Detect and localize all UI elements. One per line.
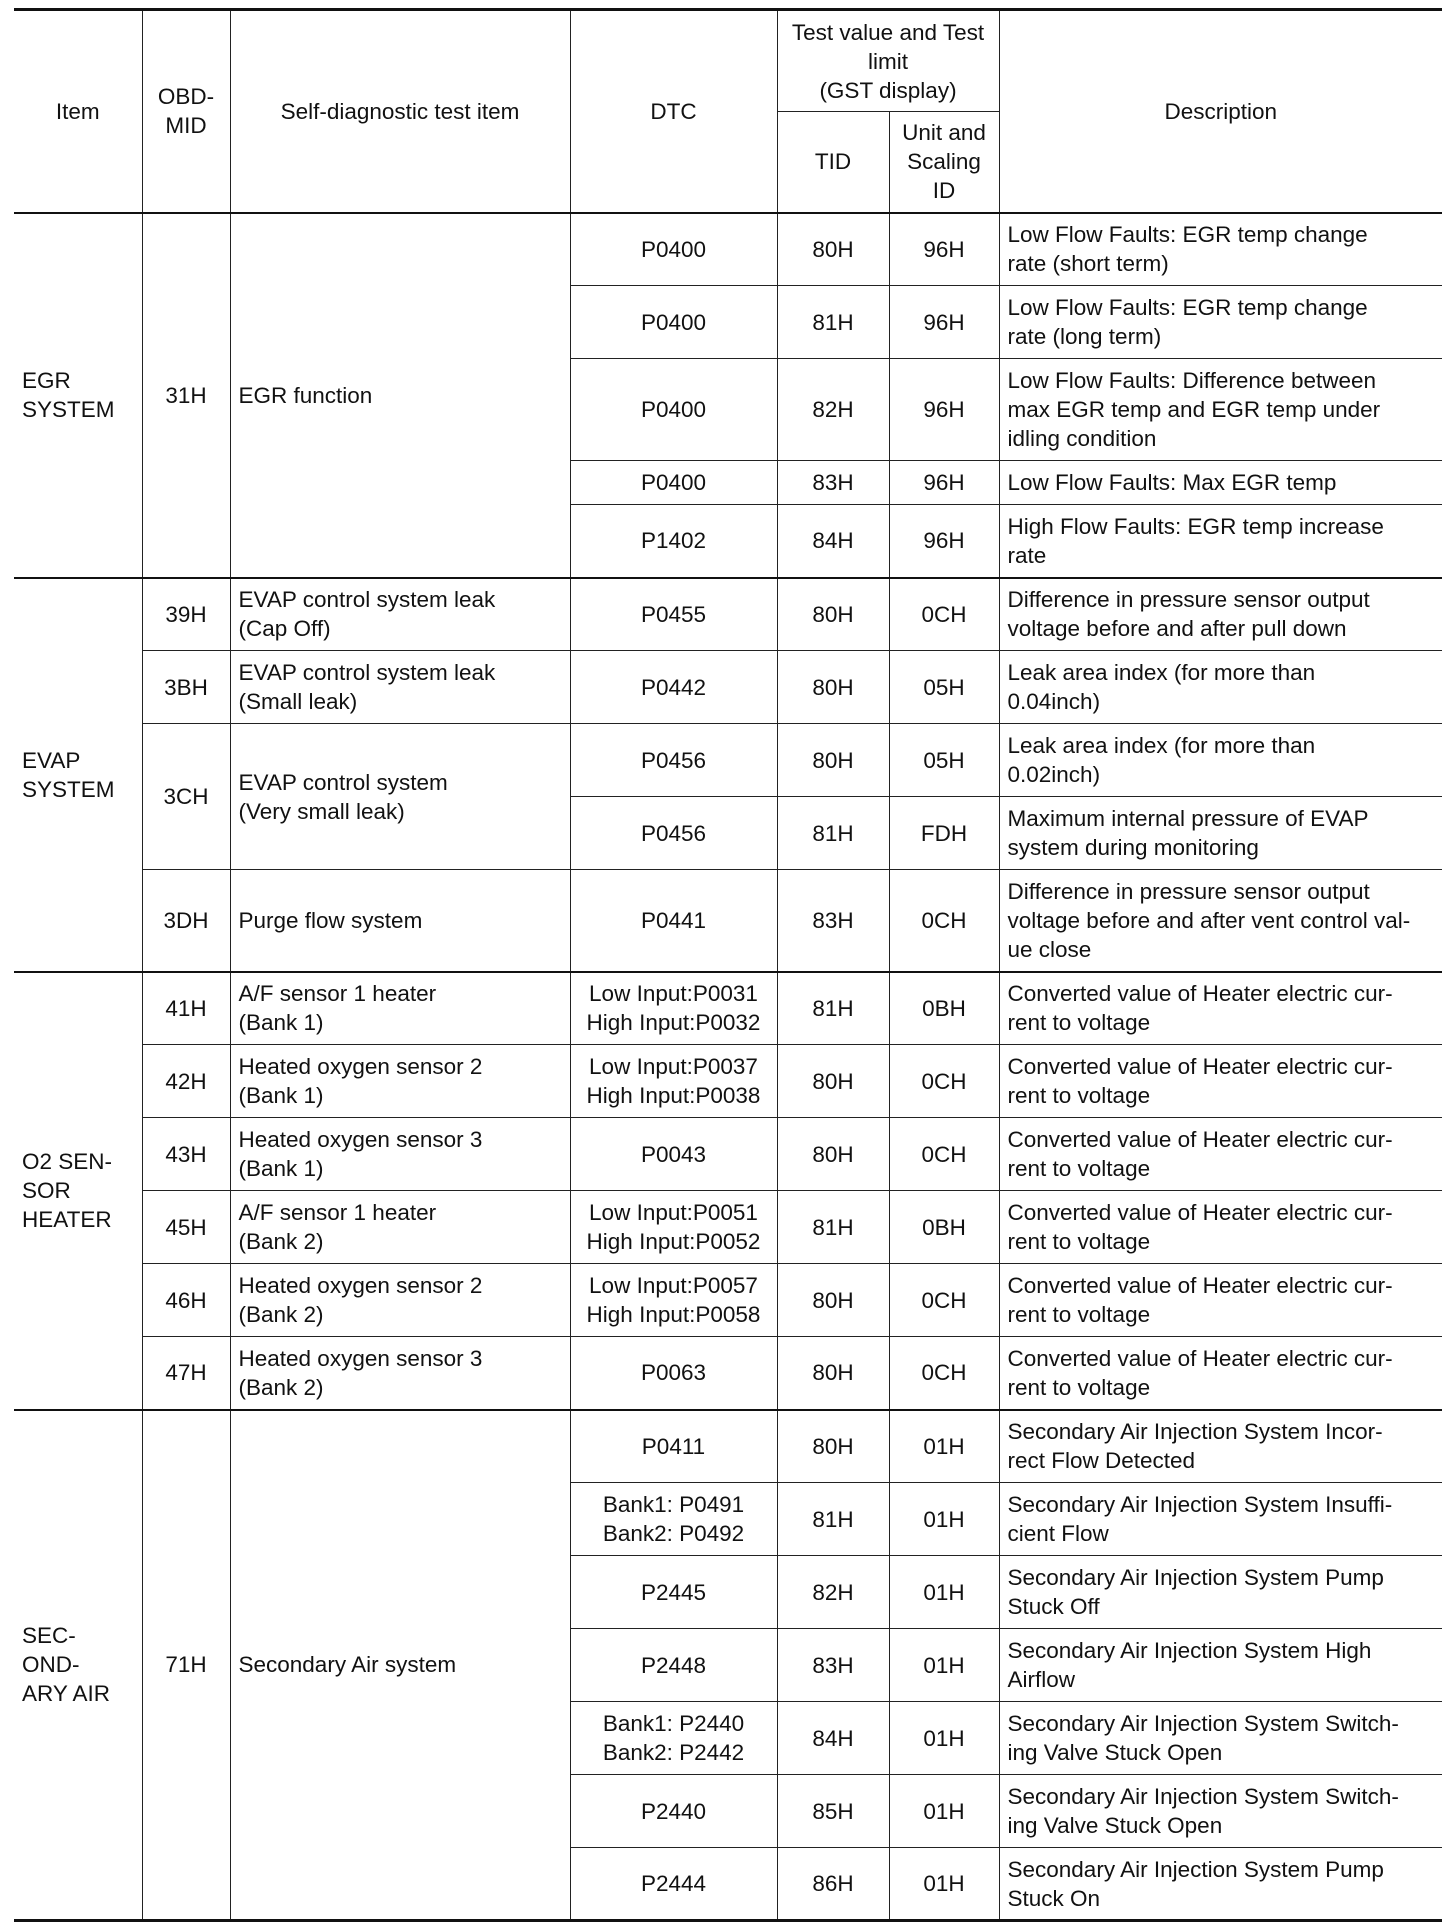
- test-item-cell: A/F sensor 1 heater (Bank 1): [230, 972, 570, 1045]
- tid-cell: 80H: [777, 213, 889, 286]
- dtc-cell: P1402: [570, 505, 777, 578]
- test-item-cell: EVAP control system (Very small leak): [230, 724, 570, 870]
- dtc-cell: P2445: [570, 1556, 777, 1629]
- item-cell: SEC- OND- ARY AIR: [14, 1410, 142, 1921]
- obd-mid-cell: 45H: [142, 1191, 230, 1264]
- tid-cell: 82H: [777, 359, 889, 461]
- dtc-cell: P0400: [570, 359, 777, 461]
- header-unit-scaling-id: Unit and Scaling ID: [889, 112, 999, 213]
- description-cell: Converted value of Heater electric cur- rent to voltage: [999, 1118, 1442, 1191]
- header-obd-mid: OBD- MID: [142, 10, 230, 213]
- obd-mid-cell: 43H: [142, 1118, 230, 1191]
- test-item-cell: Heated oxygen sensor 3 (Bank 1): [230, 1118, 570, 1191]
- obd-mid-cell: 42H: [142, 1045, 230, 1118]
- unit-cell: 01H: [889, 1629, 999, 1702]
- description-cell: Converted value of Heater electric cur- rent to voltage: [999, 1191, 1442, 1264]
- item-cell: O2 SEN- SOR HEATER: [14, 972, 142, 1410]
- unit-cell: 0CH: [889, 1045, 999, 1118]
- test-item-cell: EGR function: [230, 213, 570, 578]
- test-item-cell: Heated oxygen sensor 3 (Bank 2): [230, 1337, 570, 1410]
- description-cell: Low Flow Faults: EGR temp change rate (long term): [999, 286, 1442, 359]
- description-cell: Converted value of Heater electric cur- rent to voltage: [999, 1337, 1442, 1410]
- dtc-cell: P0455: [570, 578, 777, 651]
- tid-cell: 83H: [777, 461, 889, 505]
- tid-cell: 80H: [777, 651, 889, 724]
- obd-mid-cell: 41H: [142, 972, 230, 1045]
- description-cell: Secondary Air Injection System Pump Stuck Off: [999, 1556, 1442, 1629]
- unit-cell: 96H: [889, 213, 999, 286]
- unit-cell: 96H: [889, 286, 999, 359]
- dtc-cell: P0456: [570, 724, 777, 797]
- test-item-cell: EVAP control system leak (Small leak): [230, 651, 570, 724]
- description-cell: Converted value of Heater electric cur- rent to voltage: [999, 1045, 1442, 1118]
- tid-cell: 80H: [777, 1045, 889, 1118]
- unit-cell: 05H: [889, 651, 999, 724]
- dtc-cell: P0411: [570, 1410, 777, 1483]
- dtc-cell: P2448: [570, 1629, 777, 1702]
- description-cell: Maximum internal pressure of EVAP system during monitoring: [999, 797, 1442, 870]
- description-cell: Secondary Air Injection System Insuffi- cient Flow: [999, 1483, 1442, 1556]
- tid-cell: 80H: [777, 578, 889, 651]
- header-test-item: Self-diagnostic test item: [230, 10, 570, 213]
- obd-mid-cell: 46H: [142, 1264, 230, 1337]
- obd-mid-cell: 71H: [142, 1410, 230, 1921]
- tid-cell: 84H: [777, 505, 889, 578]
- unit-cell: 96H: [889, 505, 999, 578]
- dtc-cell: Low Input:P0031 High Input:P0032: [570, 972, 777, 1045]
- dtc-cell: P2444: [570, 1848, 777, 1921]
- self-diagnostic-table: [14, 8, 1442, 1922]
- tid-cell: 81H: [777, 797, 889, 870]
- dtc-cell: P0043: [570, 1118, 777, 1191]
- tid-cell: 81H: [777, 972, 889, 1045]
- description-cell: Secondary Air Injection System Incor- rect Flow Detected: [999, 1410, 1442, 1483]
- dtc-cell: P0063: [570, 1337, 777, 1410]
- tid-cell: 84H: [777, 1702, 889, 1775]
- dtc-cell: P2440: [570, 1775, 777, 1848]
- description-cell: Difference in pressure sensor output voltage before and after pull down: [999, 578, 1442, 651]
- tid-cell: 82H: [777, 1556, 889, 1629]
- dtc-cell: Bank1: P2440 Bank2: P2442: [570, 1702, 777, 1775]
- unit-cell: 0CH: [889, 1337, 999, 1410]
- unit-cell: 01H: [889, 1775, 999, 1848]
- description-cell: Low Flow Faults: EGR temp change rate (short term): [999, 213, 1442, 286]
- tid-cell: 85H: [777, 1775, 889, 1848]
- test-item-cell: Purge flow system: [230, 870, 570, 972]
- dtc-cell: P0441: [570, 870, 777, 972]
- description-cell: Converted value of Heater electric cur- rent to voltage: [999, 972, 1442, 1045]
- unit-cell: 0CH: [889, 578, 999, 651]
- tid-cell: 80H: [777, 1410, 889, 1483]
- description-cell: Low Flow Faults: Max EGR temp: [999, 461, 1442, 505]
- test-item-cell: Heated oxygen sensor 2 (Bank 2): [230, 1264, 570, 1337]
- header-item: Item: [14, 10, 142, 213]
- dtc-cell: Low Input:P0057 High Input:P0058: [570, 1264, 777, 1337]
- description-cell: Secondary Air Injection System Switch- ing Valve Stuck Open: [999, 1702, 1442, 1775]
- obd-mid-cell: 47H: [142, 1337, 230, 1410]
- dtc-cell: P0442: [570, 651, 777, 724]
- description-cell: Converted value of Heater electric cur- rent to voltage: [999, 1264, 1442, 1337]
- unit-cell: 0CH: [889, 870, 999, 972]
- description-cell: Difference in pressure sensor output voltage before and after vent control val- ue close: [999, 870, 1442, 972]
- header-test-value-group: Test value and Test limit (GST display): [777, 10, 999, 112]
- tid-cell: 81H: [777, 286, 889, 359]
- unit-cell: FDH: [889, 797, 999, 870]
- unit-cell: 0BH: [889, 1191, 999, 1264]
- tid-cell: 81H: [777, 1483, 889, 1556]
- header-tid: TID: [777, 112, 889, 213]
- dtc-cell: Bank1: P0491 Bank2: P0492: [570, 1483, 777, 1556]
- unit-cell: 0CH: [889, 1264, 999, 1337]
- obd-mid-cell: 3BH: [142, 651, 230, 724]
- unit-cell: 0BH: [889, 972, 999, 1045]
- dtc-cell: P0400: [570, 213, 777, 286]
- unit-cell: 01H: [889, 1410, 999, 1483]
- item-cell: EGR SYSTEM: [14, 213, 142, 578]
- tid-cell: 83H: [777, 1629, 889, 1702]
- description-cell: Leak area index (for more than 0.04inch): [999, 651, 1442, 724]
- tid-cell: 80H: [777, 724, 889, 797]
- obd-mid-cell: 31H: [142, 213, 230, 578]
- unit-cell: 96H: [889, 461, 999, 505]
- description-cell: High Flow Faults: EGR temp increase rate: [999, 505, 1442, 578]
- description-cell: Secondary Air Injection System High Airflow: [999, 1629, 1442, 1702]
- tid-cell: 83H: [777, 870, 889, 972]
- dtc-cell: Low Input:P0037 High Input:P0038: [570, 1045, 777, 1118]
- unit-cell: 01H: [889, 1848, 999, 1921]
- description-cell: Secondary Air Injection System Pump Stuck On: [999, 1848, 1442, 1921]
- test-item-cell: A/F sensor 1 heater (Bank 2): [230, 1191, 570, 1264]
- tid-cell: 80H: [777, 1118, 889, 1191]
- test-item-cell: EVAP control system leak (Cap Off): [230, 578, 570, 651]
- header-description: Description: [999, 10, 1442, 213]
- tid-cell: 81H: [777, 1191, 889, 1264]
- test-item-cell: Secondary Air system: [230, 1410, 570, 1921]
- dtc-cell: P0456: [570, 797, 777, 870]
- dtc-cell: P0400: [570, 286, 777, 359]
- unit-cell: 01H: [889, 1702, 999, 1775]
- dtc-cell: P0400: [570, 461, 777, 505]
- tid-cell: 86H: [777, 1848, 889, 1921]
- item-cell: EVAP SYSTEM: [14, 578, 142, 972]
- description-cell: Low Flow Faults: Difference between max EGR temp and EGR temp under idling condition: [999, 359, 1442, 461]
- unit-cell: 0CH: [889, 1118, 999, 1191]
- unit-cell: 96H: [889, 359, 999, 461]
- description-cell: Leak area index (for more than 0.02inch): [999, 724, 1442, 797]
- test-item-cell: Heated oxygen sensor 2 (Bank 1): [230, 1045, 570, 1118]
- unit-cell: 01H: [889, 1483, 999, 1556]
- dtc-cell: Low Input:P0051 High Input:P0052: [570, 1191, 777, 1264]
- obd-mid-cell: 3CH: [142, 724, 230, 870]
- obd-mid-cell: 3DH: [142, 870, 230, 972]
- header-dtc: DTC: [570, 10, 777, 213]
- unit-cell: 01H: [889, 1556, 999, 1629]
- obd-mid-cell: 39H: [142, 578, 230, 651]
- unit-cell: 05H: [889, 724, 999, 797]
- tid-cell: 80H: [777, 1264, 889, 1337]
- description-cell: Secondary Air Injection System Switch- ing Valve Stuck Open: [999, 1775, 1442, 1848]
- tid-cell: 80H: [777, 1337, 889, 1410]
